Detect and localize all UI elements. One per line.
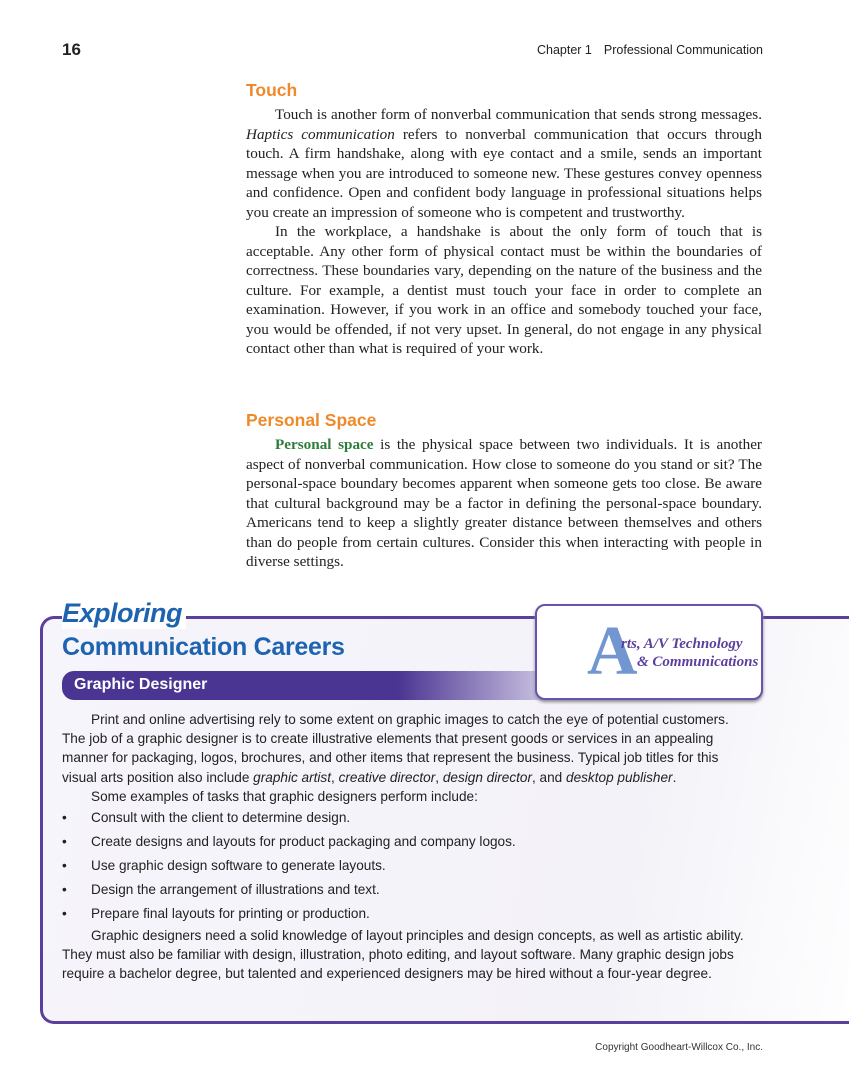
chapter-label: Chapter 1 <box>536 43 592 57</box>
page-number: 16 <box>62 40 81 59</box>
feature-paragraph-1 <box>62 710 754 787</box>
touch-paragraph-1 <box>246 105 762 222</box>
list-item: • Consult with the client to determine design. <box>62 806 754 830</box>
job-title: Graphic Designer <box>74 676 208 693</box>
feature-title-exploring: Exploring <box>62 598 186 629</box>
list-item: • Create designs and layouts for product packaging and company logos. <box>62 830 754 854</box>
task-list <box>62 806 754 926</box>
term-haptics: Haptics communication <box>246 125 395 143</box>
sep: , <box>435 769 443 785</box>
list-item: • Use graphic design software to generate layouts. <box>62 854 754 878</box>
logo-letter: A <box>587 613 638 690</box>
touch-paragraph-2: In the workplace, a handshake is about the only form of touch that is acceptable. Any other form of physical contact must be within the boundaries of correctness. These boundaries vary, depending on the nature of the business and the culture. For example, a dentist must touch your face in order to complete an examination. However, if you work in an office and somebody touched your face, you would be offended, if not very upset. In general, do not engage in any physical contact other than what is required of your work. <box>246 223 762 357</box>
text: Print and online advertising rely to some extent on graphic images to catch the eye of potential customers. The job of a graphic designer is to create illustrative elements that present goods or services in an appealing manner for packaging, logos, brochures, and other items that represent the business. Typical job titles for this visual arts position also include <box>62 712 729 785</box>
personal-space-heading: Personal Space <box>246 410 377 430</box>
job-title-term: graphic artist <box>253 769 331 785</box>
job-title-term: creative director <box>338 769 436 785</box>
feature-paragraph-2: Some examples of tasks that graphic designers perform include: <box>91 788 478 804</box>
copyright: Copyright Goodheart-Willcox Co., Inc. <box>595 1042 763 1053</box>
personal-space-section <box>246 410 762 572</box>
term-personal-space: Personal space <box>275 436 374 453</box>
career-cluster-logo <box>535 604 763 700</box>
touch-heading: Touch <box>246 80 298 100</box>
list-item: • Prepare final layouts for printing or production. <box>62 902 754 926</box>
sep: , and <box>532 769 567 785</box>
sep: . <box>672 769 677 785</box>
feature-paragraph-3: Graphic designers need a solid knowledge of layout principles and design concepts, as well as artistic ability. They must also be familiar with design, illustration, photo editing, and layout software. Many graphic design jobs require a bachelor degree, but talented and experienced designers may be hired without a four-year degree. <box>62 928 744 982</box>
feature-body <box>62 710 754 984</box>
touch-section <box>246 80 762 359</box>
text: Touch is another form of nonverbal communication that sends strong messages. <box>275 106 762 123</box>
job-title-term: design director <box>442 769 532 785</box>
logo-line-1: rts, A/V Technology <box>621 636 743 652</box>
feature-title-careers: Communication Careers <box>62 633 345 661</box>
chapter-title: Professional Communication <box>603 43 763 57</box>
sep: , <box>331 769 339 785</box>
logo-line-2: & Communications <box>637 654 759 670</box>
job-title-term: desktop publisher <box>566 769 673 785</box>
text: is the physical space between two individuals. It is another aspect of nonverbal communication. How close to someone do you stand or sit? The personal-space boundary becomes apparent when someone gets too close. Be aware that cultural background may be a factor in defining the personal-space boundary. Americans tend to keep a slightly greater distance between themselves and others than do people from certain cultures. Consider this when interacting with people in diverse settings. <box>246 436 762 570</box>
running-header <box>537 43 763 57</box>
text: refers to nonverbal communication that occurs through touch. A firm handshake, along with eye contact and a smile, sends an important message when you are introduced to someone new. These gestures convey openness and confidence. Open and confident body language in professional situations helps you create an impression of someone who is competent and trustworthy. <box>246 125 762 221</box>
list-item: • Design the arrangement of illustrations and text. <box>62 878 754 902</box>
personal-space-paragraph <box>246 435 762 572</box>
job-title-bar <box>62 671 542 700</box>
